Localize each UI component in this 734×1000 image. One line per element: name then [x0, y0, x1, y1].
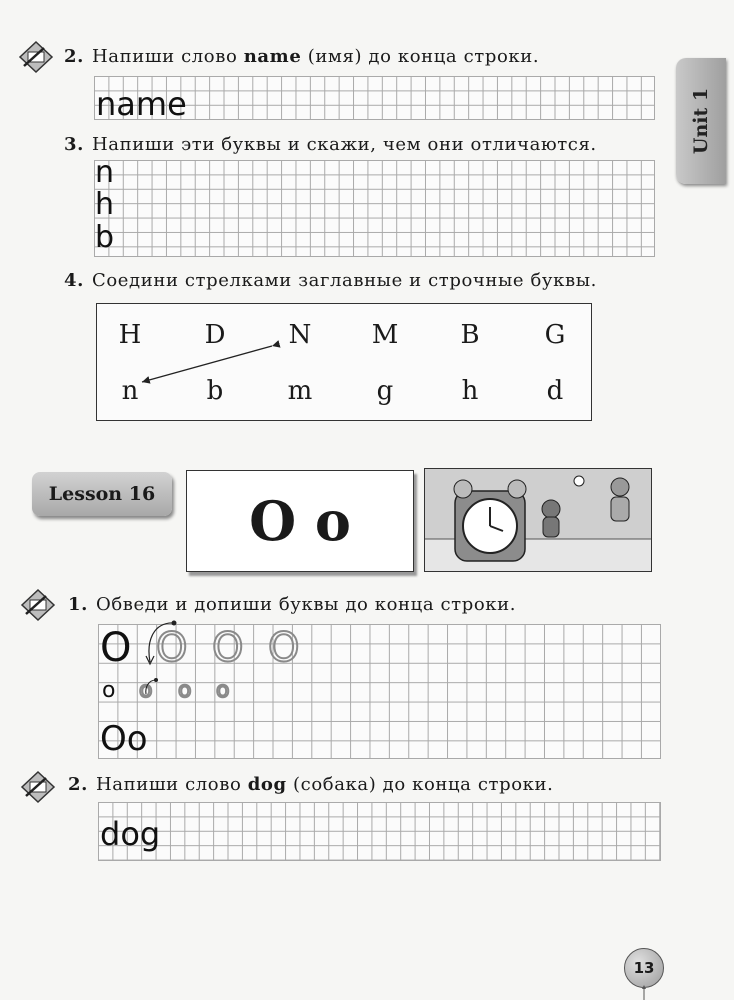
- trace-letter[interactable]: o: [216, 678, 230, 703]
- page-number: 13: [624, 948, 664, 988]
- ex3-letter-n: n: [95, 155, 115, 190]
- lower-letter[interactable]: g: [376, 376, 394, 406]
- ex1-sample-pair: Oo: [100, 719, 148, 759]
- ex2-instruction: 2. Напиши слово name (имя) до конца строки.: [64, 46, 540, 67]
- balloon-string-icon: [640, 985, 648, 1000]
- trace-letter[interactable]: O: [268, 625, 300, 671]
- lower-letter[interactable]: b: [206, 376, 224, 406]
- ex2-bottom-writing-grid[interactable]: [98, 802, 661, 861]
- trace-letter[interactable]: o: [139, 678, 153, 703]
- lower-letter[interactable]: n: [121, 376, 139, 406]
- ex2-bottom-instruction: 2. Напиши слово dog (собака) до конца строки.: [68, 774, 554, 795]
- upper-letter[interactable]: H: [118, 320, 142, 350]
- ex2-bottom-sample-word: dog: [100, 815, 161, 853]
- ex2-sample-word: name: [96, 85, 187, 123]
- ex3-writing-grid[interactable]: [94, 155, 655, 257]
- ex3-letter-b: b: [95, 220, 115, 255]
- clock-scene-illustration: [424, 468, 652, 572]
- letter-matching-box: [96, 303, 592, 421]
- lower-letter[interactable]: m: [287, 376, 313, 406]
- upper-letter[interactable]: G: [544, 320, 566, 350]
- trace-letter[interactable]: O: [212, 625, 244, 671]
- unit-label: Unit 1: [690, 87, 712, 155]
- matching-arrow: [97, 304, 591, 420]
- stroke-direction-arrows: [140, 618, 190, 698]
- clock-scene-icon: [425, 469, 651, 571]
- lesson-label: Lesson 16: [32, 472, 172, 516]
- ex1-instruction: 1. Обведи и допиши буквы до конца строки.: [68, 594, 517, 615]
- writing-task-icon: [18, 40, 54, 74]
- upper-letter[interactable]: M: [371, 320, 399, 350]
- lesson-letters: O o: [186, 470, 414, 572]
- lower-letter[interactable]: h: [461, 376, 479, 406]
- trace-letter[interactable]: O: [156, 625, 188, 671]
- unit-tab: [676, 58, 726, 184]
- ex4-instruction: 4. Соедини стрелками заглавные и строчные буквы.: [64, 270, 597, 291]
- writing-task-icon: [20, 770, 56, 804]
- ex1-sample-lower-o: o: [102, 678, 116, 703]
- upper-letter[interactable]: N: [288, 320, 312, 350]
- ex3-letter-h: h: [95, 187, 115, 222]
- trace-letter[interactable]: o: [178, 678, 192, 703]
- ex1-sample-upper-o: O: [100, 625, 132, 671]
- ex3-instruction: 3. Напиши эти буквы и скажи, чем они отличаются.: [64, 134, 597, 155]
- upper-letter[interactable]: D: [204, 320, 226, 350]
- lower-letter[interactable]: d: [546, 376, 564, 406]
- writing-task-icon: [20, 588, 56, 622]
- upper-letter[interactable]: B: [460, 320, 480, 350]
